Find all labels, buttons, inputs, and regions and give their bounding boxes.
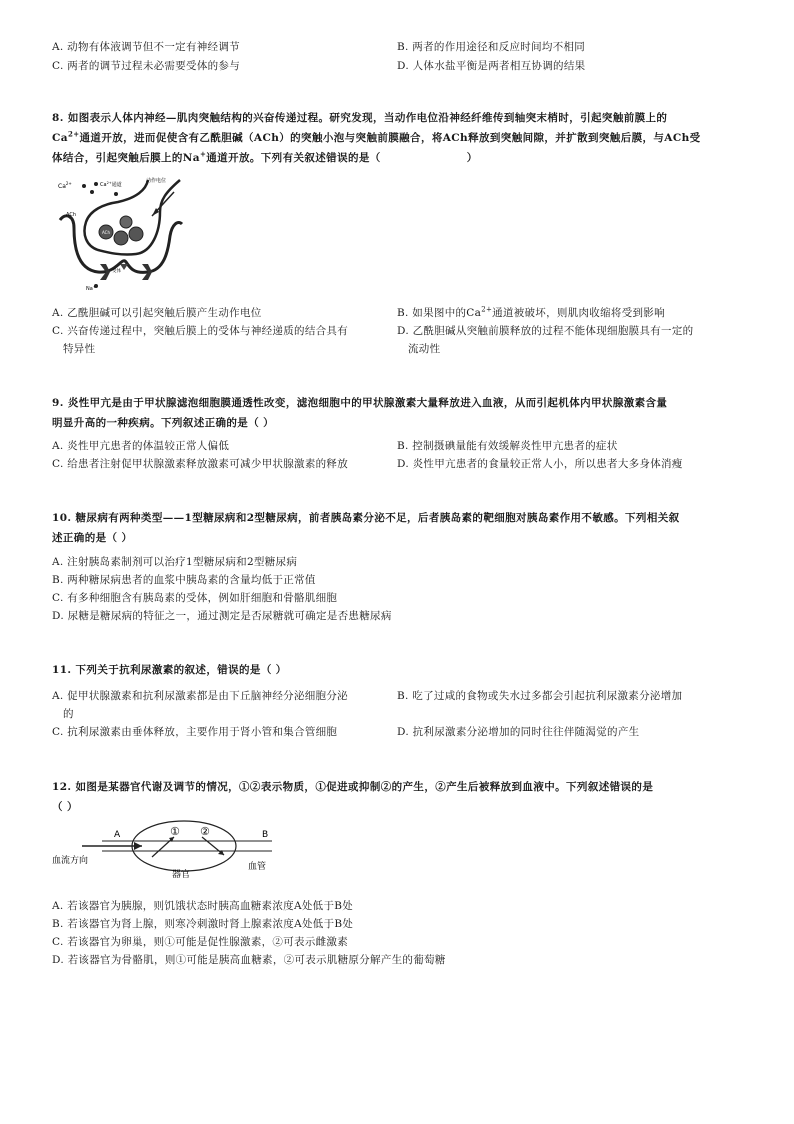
label-ca: $Ca^{2+}$ [58, 181, 72, 190]
label-vessel: 血管 [248, 862, 267, 872]
vesicle-label: ACh [102, 230, 110, 235]
q8-stem-part1: 8. 如图表示人体内神经—肌肉突触结构的兴奋传递过程。研究发现，当动作电位沿神经纤维传到轴突末梢时，引起突触前膜上的 [52, 112, 668, 124]
q7-option-c: C. 两者的调节过程未必需要受体的参与 [52, 60, 241, 72]
q8-option-d: D. 乙酰胆碱从突触前膜释放的过程不能体现细胞膜具有一定的 流动性 [397, 325, 694, 355]
q7-option-d: D. 人体水盐平衡是两者相互协调的结果 [397, 60, 586, 72]
q8-option-a: A. 乙酰胆碱可以引起突触后膜产生动作电位 [52, 307, 262, 319]
label-na: Na+ [86, 285, 96, 290]
q11-option-c: C. 抗利尿激素由垂体释放，主要作用于肾小管和集合管细胞 [52, 726, 338, 738]
q12-option-b: B. 若该器官为肾上腺，则寒冷刺激时肾上腺素浓度A处低于B处 [52, 918, 354, 930]
q7-option-a: A. 动物有体液调节但不一定有神经调节 [52, 41, 240, 53]
q12-option-d: D. 若该器官为骨骼肌，则①可能是胰高血糖素，②可表示肌糖原分解产生的葡萄糖 [52, 954, 446, 966]
q8-stem-part3: 体结合，引起突触后膜上的Na [52, 152, 201, 164]
label-action-potential: 动作电位 [146, 178, 167, 184]
q8-option-c: C. 兴奋传递过程中，突触后膜上的受体与神经递质的结合具有 特异性 [52, 325, 349, 355]
q8-stem-part2: 通道开放，进而促使含有乙酰胆碱（ACh）的突触小泡与突触前膜融合，将ACh释放到突触间隙，并扩散到突触后膜，与ACh受 [79, 132, 701, 144]
substance-arrows [152, 837, 224, 857]
synapse-figure [56, 172, 186, 290]
q9-option-b: B. 控制摄碘量能有效缓解炎性甲亢患者的症状 [397, 440, 618, 452]
q10-option-b: B. 两种糖尿病患者的血浆中胰岛素的含量均低于正常值 [52, 574, 316, 586]
q11-option-d: D. 抗利尿激素分泌增加的同时往往伴随渴觉的产生 [397, 726, 640, 738]
organ-figure [52, 815, 282, 880]
label-substance-2: ② [200, 825, 210, 838]
q8-stem [52, 108, 742, 168]
label-organ: 器官 [172, 870, 191, 880]
q11-stem: 11. 下列关于抗利尿激素的叙述，错误的是（ ） [52, 664, 287, 676]
q10-stem: 10. 糖尿病有两种类型——1型糖尿病和2型糖尿病，前者胰岛素分泌不足，后者胰岛素的靶细胞对胰岛素作用不敏感。下列相关叙 述正确的是（ ） [52, 512, 680, 544]
q11-option-a: A. 促甲状腺激素和抗利尿激素都是由下丘脑神经分泌细胞分泌 的 [52, 690, 348, 720]
q8-stem-part5: ） [466, 152, 478, 164]
label-ca-channel: $Ca^{2+}$通道 [100, 181, 122, 188]
q9-option-d: D. 炎性甲亢患者的食量较正常人小，所以患者大多身体消瘦 [397, 458, 683, 470]
q9-option-a: A. 炎性甲亢患者的体温较正常人偏低 [52, 440, 230, 452]
q8-stem-ca: Ca [52, 132, 68, 144]
label-ach: ACh [66, 212, 76, 218]
label-b: B [262, 830, 269, 840]
q10-option-a: A. 注射胰岛素制剂可以治疗1型糖尿病和2型糖尿病 [52, 556, 298, 568]
q8-stem-part4: 通道开放。下列有关叙述错误的是（ [206, 152, 381, 164]
q12-stem: 12. 如图是某器官代谢及调节的情况，①②表示物质，①促进或抑制②的产生，②产生后被释放到血液中。下列叙述错误的是 （ ） [52, 781, 654, 813]
label-substance-1: ① [170, 825, 180, 838]
label-flow-direction: 血流方向 [52, 856, 89, 866]
q9-option-c: C. 给患者注射促甲状腺激素释放激素可减少甲状腺激素的释放 [52, 458, 349, 470]
q10-option-d: D. 尿糖是糖尿病的特征之一，通过测定是否尿糖就可确定是否患糖尿病 [52, 610, 392, 622]
q9-stem: 9. 炎性甲亢是由于甲状腺滤泡细胞膜通透性改变，滤泡细胞中的甲状腺激素大量释放进入血液，从而引起机体内甲状腺激素含量 明显升高的一种疾病。下列叙述正确的是（ ） [52, 397, 668, 429]
q8-option-b: B. 如果图中的$Ca^{2+}$通道被破坏，则肌肉收缩将受到影响 [397, 305, 665, 319]
presynaptic-terminal [85, 180, 181, 255]
q7-option-b: B. 两者的作用途径和反应时间均不相同 [397, 41, 586, 53]
q8-stem-na-sup: + [200, 149, 207, 159]
q10-option-c: C. 有多种细胞含有胰岛素的受体，例如肝细胞和骨骼肌细胞 [52, 592, 338, 604]
q12-option-c: C. 若该器官为卵巢，则①可能是促性腺激素，②可表示雌激素 [52, 936, 349, 948]
label-a: A [114, 830, 121, 840]
label-receptor: 受体 [112, 269, 121, 274]
q12-option-a: A. 若该器官为胰腺，则饥饿状态时胰高血糖素浓度A处低于B处 [52, 900, 354, 912]
q11-option-b: B. 吃了过咸的食物或失水过多都会引起抗利尿激素分泌增加 [397, 690, 683, 702]
vesicles [99, 216, 143, 245]
organ-ellipse [132, 821, 236, 871]
flow-arrow [82, 842, 142, 850]
q8-stem-ca-sup: 2+ [67, 129, 80, 139]
